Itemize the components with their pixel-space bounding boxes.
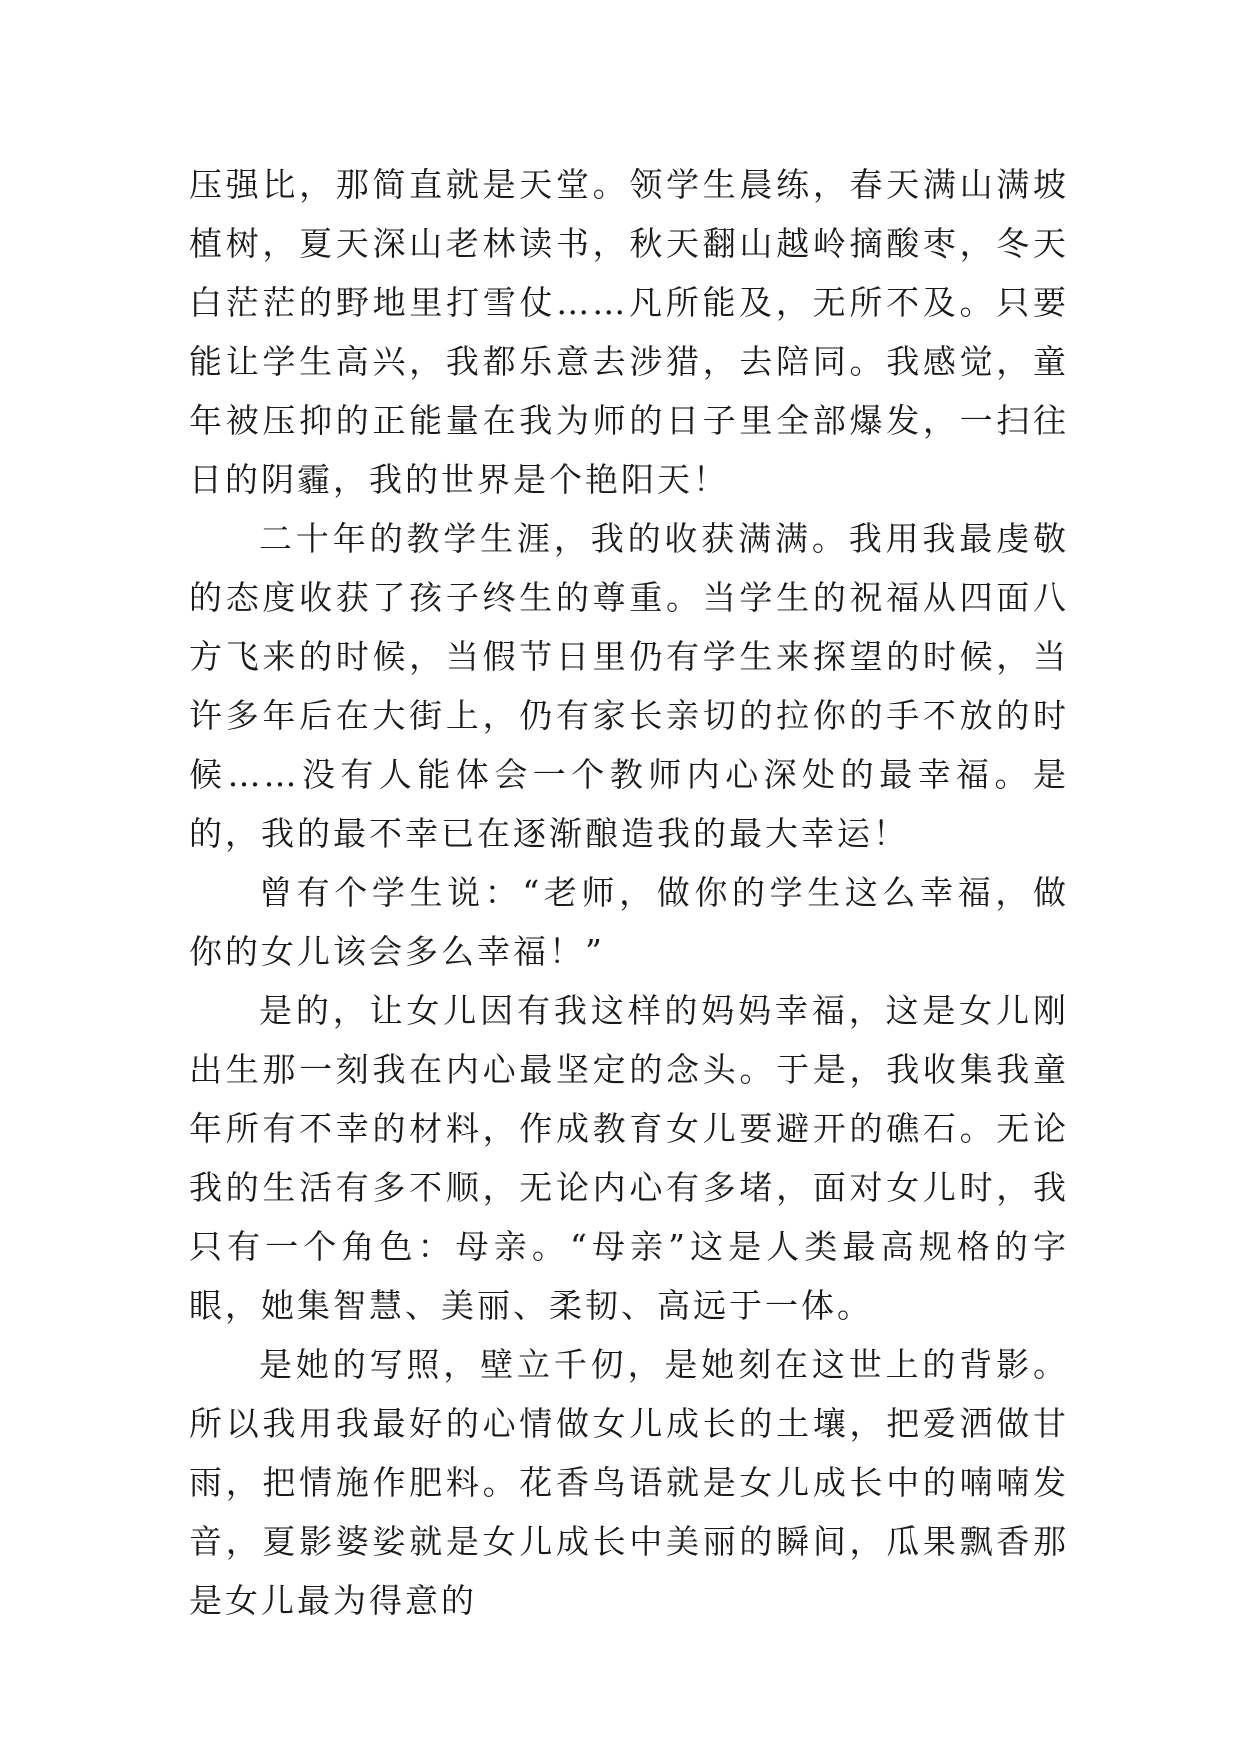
paragraph-5: 是她的写照，壁立千仞，是她刻在这世上的背影。所以我用我最好的心情做女儿成长的土壤，把爱洒做甘雨，把情施作肥料。花香鸟语就是女儿成长中的喃喃发音，夏影婆娑就是女儿成长中美丽的瞬间，瓜果飘香那是女儿最为得意的 xyxy=(189,1345,1069,1620)
paragraph-4: 是的，让女儿因有我这样的妈妈幸福，这是女儿刚出生那一刻我在内心最坚定的念头。于是，我收集我童年所有不幸的材料，作成教育女儿要避开的礁石。无论我的生活有多不顺，无论内心有多堵，面对女儿时，我只有一个角色：母亲。“母亲”这是人类最高规格的字眼，她集智慧、美丽、柔韧、高远于一体。 xyxy=(189,991,1069,1325)
paragraph-3: 曾有个学生说：“老师，做你的学生这么幸福，做你的女儿该会多么幸福！” xyxy=(189,873,1069,971)
document-body xyxy=(189,155,1069,1630)
paragraph-2: 二十年的教学生涯，我的收获满满。我用我最虔敬的态度收获了孩子终生的尊重。当学生的祝福从四面八方飞来的时候，当假节日里仍有学生来探望的时候，当许多年后在大街上，仍有家长亲切的拉你的手不放的时候……没有人能体会一个教师内心深处的最幸福。是的，我的最不幸已在逐渐酿造我的最大幸运！ xyxy=(189,519,1069,853)
paragraph-1: 压强比，那简直就是天堂。领学生晨练，春天满山满坡植树，夏天深山老林读书，秋天翻山越岭摘酸枣，冬天白茫茫的野地里打雪仗……凡所能及，无所不及。只要能让学生高兴，我都乐意去涉猎，去陪同。我感觉，童年被压抑的正能量在我为师的日子里全部爆发，一扫往日的阴霾，我的世界是个艳阳天！ xyxy=(189,165,1069,499)
